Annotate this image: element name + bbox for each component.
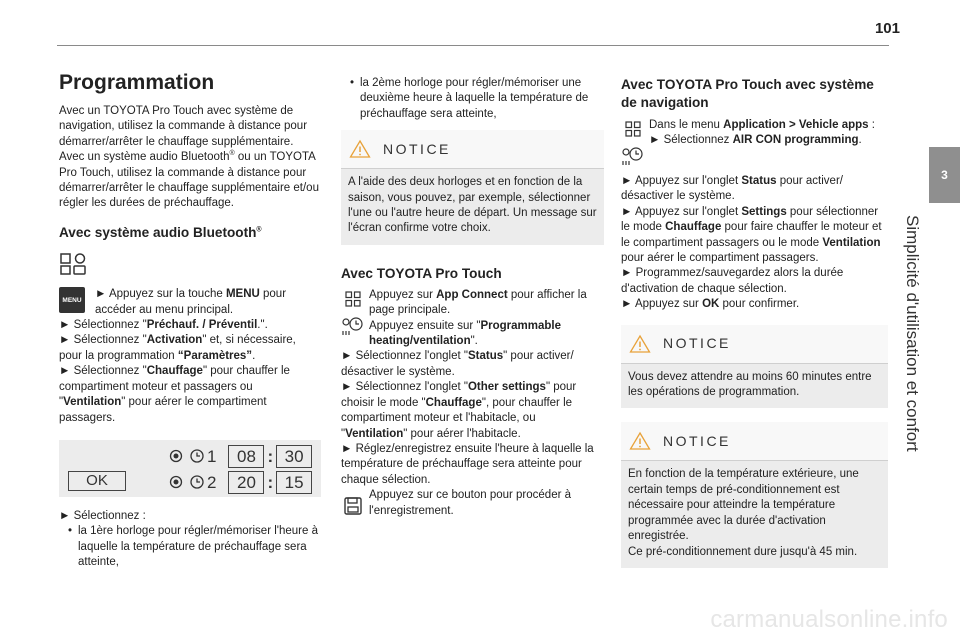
ok-button[interactable]: OK — [68, 471, 126, 491]
notice-header — [621, 422, 888, 460]
chapter-title-text: Simplicité d'utilisation et confort — [903, 215, 922, 452]
step-air-con: ► Sélectionnez AIR CON programming. — [649, 134, 862, 147]
page-number: 101 — [874, 20, 900, 37]
clock-icon — [189, 474, 207, 490]
notice-header — [341, 130, 604, 168]
hours-field[interactable]: 20 — [228, 471, 264, 494]
save-icon — [343, 496, 363, 516]
minutes-field[interactable]: 30 — [276, 445, 312, 468]
step-app-connect: Appuyez sur App Connect pour afficher la page principale. — [369, 288, 587, 317]
radio-icon[interactable] — [169, 449, 183, 463]
notice-header — [621, 325, 888, 363]
notice-body: En fonction de la température extérieure, une certain temps de pré-conditionnement est nécessaire pour atteindre la température programmée avec la durée d'activation enregistrée. Ce pré-conditionnement dure jusqu'à 45 min. — [621, 460, 888, 567]
column-2 — [341, 76, 604, 519]
notice-body: Vous devez attendre au moins 60 minutes entre les opérations de programmation. — [621, 363, 888, 409]
app-grid-icon — [345, 291, 361, 307]
time-separator: : — [267, 446, 274, 466]
header-rule — [57, 45, 889, 46]
step-vehicle-apps: Dans le menu Application > Vehicle apps : — [649, 119, 875, 131]
time-separator: : — [267, 472, 274, 492]
radio-icon[interactable] — [169, 475, 183, 489]
minutes-field[interactable]: 15 — [276, 471, 312, 494]
clock-row-2 — [169, 471, 314, 494]
chapter-title — [902, 215, 928, 635]
hours-field[interactable]: 08 — [228, 445, 264, 468]
column-1 — [59, 70, 321, 571]
clock-options-list-cont — [341, 76, 604, 122]
notice-box — [621, 325, 888, 409]
list-item: • la 2ème horloge pour régler/mémoriser une deuxième heure à laquelle la température de préchauffage sera atteinte, — [350, 76, 604, 122]
notice-box — [621, 422, 888, 567]
step-programmable: Appuyez ensuite sur "Programmable heating/ventilation". — [369, 319, 562, 348]
step-select-clock: ► Sélectionnez : — [59, 509, 146, 522]
step-prechauf: ► Sélectionnez "Préchauf. / Préventil.". — [59, 319, 268, 332]
intro-paragraph-1: Avec un TOYOTA Pro Touch avec système de navigation, utilisez la commande à distance pour démarrer/arrêter le chauffage supplémentaire. — [59, 105, 308, 148]
clock-row-1 — [169, 445, 314, 468]
menu-step — [59, 287, 321, 318]
clock-index: 1 — [207, 446, 217, 466]
heating-clock-icon — [621, 146, 645, 166]
menu-button-icon: MENU — [59, 287, 85, 313]
notice-title: NOTICE — [663, 334, 731, 351]
step-save: Appuyez sur ce bouton pour procéder à l'enregistrement. — [369, 489, 572, 517]
app-grid-icon — [625, 121, 641, 137]
chapter-tab: 3 — [929, 147, 960, 203]
step-menu: ► Appuyez sur la touche MENU pour accéder au menu principal. — [95, 288, 287, 316]
step-settings-tab: ► Appuyez sur l'onglet Settings pour sélectionner le mode Chauffage pour faire chauffer le moteur et le compartiment passagers ou le mode Ventilation pour aérer le compartiment passagers. — [621, 205, 882, 265]
heating-clock-icon — [341, 316, 365, 336]
notice-title: NOTICE — [663, 432, 731, 449]
heading-pro-touch: Avec TOYOTA Pro Touch — [341, 265, 502, 281]
step-set-time: ► Réglez/enregistrez ensuite l'heure à laquelle la température de préchauffage sera atteinte pour chaque sélection. — [341, 442, 594, 486]
step-program-duration: ► Programmez/sauvegardez alors la durée d'activation de chaque sélection. — [621, 267, 844, 295]
heading-navigation: Avec TOYOTA Pro Touch avec système de navigation — [621, 77, 874, 110]
navigation-steps — [621, 118, 888, 166]
warning-icon — [349, 139, 371, 159]
notice-box — [341, 130, 604, 245]
step-status: ► Sélectionnez l'onglet "Status" pour activer/ désactiver le système. — [341, 350, 574, 378]
step-other-settings: ► Sélectionnez l'onglet "Other settings" pour choisir le mode "Chauffage", pour chauffer le compartiment moteur et l'habitacle, ou — [341, 381, 577, 425]
step-status-tab: ► Appuyez sur l'onglet Status pour activer/ désactiver le système. — [621, 175, 843, 203]
warning-icon — [629, 334, 651, 354]
step-chauffage: ► Sélectionnez "Chauffage" pour chauffer le compartiment moteur et passagers ou — [59, 365, 290, 393]
notice-body: A l'aide des deux horloges et en fonction de la saison, vous pouvez, par exemple, sélectionner l'une ou l'autre heure de départ. Un message sur l'écran confirme votre choix. — [341, 168, 604, 245]
clock-index: 2 — [207, 472, 217, 492]
footer-watermark: carmanualsonline.info — [710, 606, 948, 633]
section-title: Programmation — [59, 71, 215, 94]
clock-icon — [189, 448, 207, 464]
step-confirm: ► Appuyez sur OK pour confirmer. — [621, 298, 800, 311]
bluetooth-apps-icon — [59, 252, 321, 281]
list-item: • la 1ère horloge pour régler/mémoriser l'heure à laquelle la température de préchauffage sera atteinte, — [68, 524, 321, 570]
clock-panel — [59, 440, 321, 497]
pro-touch-steps — [341, 288, 604, 350]
save-step — [341, 488, 604, 519]
warning-icon — [629, 431, 651, 451]
step-activation: ► Sélectionnez "Activation" et, si nécessaire, pour la programmation “Paramètres”. — [59, 334, 296, 362]
intro-paragraph-2: Avec un système audio Bluetooth® ou un TOYOTA Pro Touch, utilisez la commande à distance pour démarrer/arrêter le chauffage supplémentaire et/ou régler les durées de préchauffage. — [59, 150, 319, 210]
step-ventilation: "Ventilation" pour aérer le compartiment passagers. — [59, 396, 267, 424]
step-ventilation-pro: "Ventilation" pour aérer l'habitacle. — [341, 427, 521, 440]
heading-bluetooth: Avec système audio Bluetooth® — [59, 224, 262, 240]
notice-title: NOTICE — [383, 140, 451, 157]
clock-options-list — [59, 524, 321, 570]
column-3 — [621, 76, 888, 568]
